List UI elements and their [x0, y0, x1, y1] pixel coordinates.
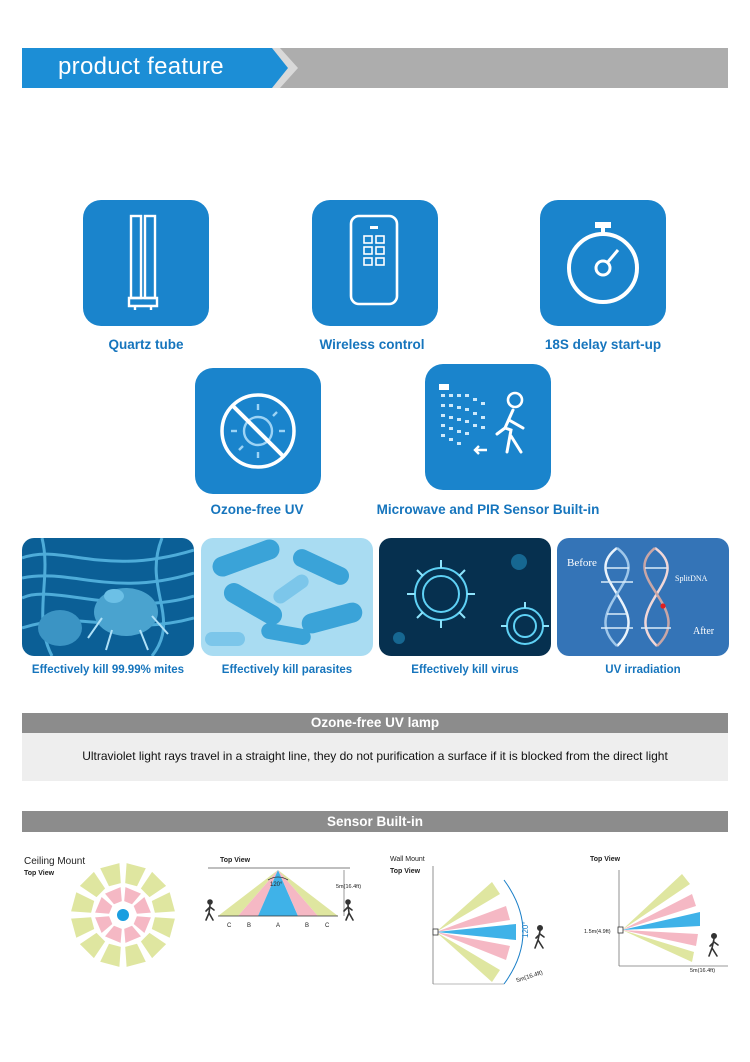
mites-image — [22, 538, 194, 656]
zone-label-c-left: C — [227, 923, 232, 929]
top-view-a-title: Top View — [220, 857, 251, 864]
top-view-a-distance: 5m(16.4ft) — [336, 884, 362, 890]
top-view-b-diagram — [582, 866, 732, 976]
dna-before-label: Before — [567, 557, 597, 569]
photo-label-parasites: Effectively kill parasites — [221, 664, 353, 676]
sensor-section-title: Sensor Built-in — [22, 811, 728, 832]
quartz-tube-icon — [83, 200, 209, 326]
zone-label-b-left: B — [247, 923, 252, 929]
stopwatch-icon — [540, 200, 666, 326]
wall-distance-label: 5m(16.4ft) — [515, 970, 544, 985]
wall-mount-title: Wall Mount — [390, 856, 425, 863]
ceiling-zone-segment — [141, 872, 166, 897]
ceiling-zone-segment — [71, 917, 94, 938]
ceiling-zone-segment — [152, 917, 175, 938]
walking-person-icon-right — [344, 900, 353, 920]
dna-image — [557, 538, 729, 656]
top-view-a-angle: 120° — [270, 882, 283, 888]
walking-person-icon-side — [709, 934, 718, 956]
ceiling-zone-segment — [95, 916, 112, 933]
ceiling-coverage-diagram — [70, 862, 176, 968]
ceiling-zone-segment — [95, 897, 112, 914]
no-ozone-icon — [195, 368, 321, 494]
ozone-section-text: Ultraviolet light rays travel in a straight line, they do not purification a surface if it is blocked from the direct light — [82, 749, 668, 763]
ceiling-zone-segment — [124, 887, 141, 904]
motion-sensor-icon — [425, 364, 551, 490]
feature-label-sensor: Microwave and PIR Sensor Built-in — [376, 502, 600, 517]
photo-label-virus: Effectively kill virus — [411, 664, 519, 676]
virus-image — [379, 538, 551, 656]
top-view-b-title: Top View — [590, 856, 621, 863]
feature-label-wireless-control: Wireless control — [319, 337, 425, 352]
ceiling-zone-segment — [71, 892, 94, 913]
dna-split-label: SplitDNA — [675, 574, 708, 583]
ceiling-zone-segment — [125, 863, 146, 886]
feature-label-quartz-tube: Quartz tube — [108, 337, 184, 352]
ceiling-zone-segment — [80, 872, 105, 897]
ceiling-zone-segment — [105, 887, 122, 904]
feature-label-delay-start: 18S delay start-up — [544, 337, 662, 352]
page-title: product feature — [58, 53, 224, 80]
ceiling-zone-segment — [80, 933, 105, 958]
ceiling-mount-title: Ceiling Mount — [24, 856, 86, 867]
ceiling-zone-segment — [152, 892, 175, 913]
zone-label-c-right: C — [325, 923, 330, 929]
walking-person-icon-wall — [535, 926, 544, 948]
top-view-b-height: 1.5m(4.9ft) — [584, 929, 611, 935]
wall-top-view-label: Top View — [390, 868, 421, 875]
ceiling-sensor-dot — [117, 909, 129, 921]
ceiling-zone-segment — [124, 926, 141, 943]
feature-label-ozone-free: Ozone-free UV — [210, 502, 304, 517]
remote-control-icon — [312, 200, 438, 326]
zone-label-b-right: B — [305, 923, 310, 929]
photo-label-uv-irradiation: UV irradiation — [605, 664, 681, 676]
photo-label-mites: Effectively kill 99.99% mites — [31, 664, 185, 676]
ceiling-zone-segment — [134, 897, 151, 914]
ceiling-zone-segment — [134, 916, 151, 933]
ceiling-zone-segment — [100, 863, 121, 886]
ozone-section-title: Ozone-free UV lamp — [22, 713, 728, 733]
wall-angle-label: 120° — [521, 921, 530, 938]
ceiling-zone-segment — [141, 933, 166, 958]
dna-after-label: After — [693, 626, 715, 637]
walking-person-icon-left — [206, 900, 214, 920]
parasites-image — [201, 538, 373, 656]
top-view-b-distance: 5m(16.4ft) — [690, 968, 716, 974]
ceiling-zone-segment — [105, 926, 122, 943]
zone-label-a: A — [276, 923, 281, 929]
ceiling-zone-segment — [100, 944, 121, 967]
ceiling-top-view-label: Top View — [24, 870, 55, 877]
ceiling-zone-segment — [125, 944, 146, 967]
top-view-a-diagram — [198, 866, 368, 932]
wall-mount-diagram — [424, 860, 574, 1000]
